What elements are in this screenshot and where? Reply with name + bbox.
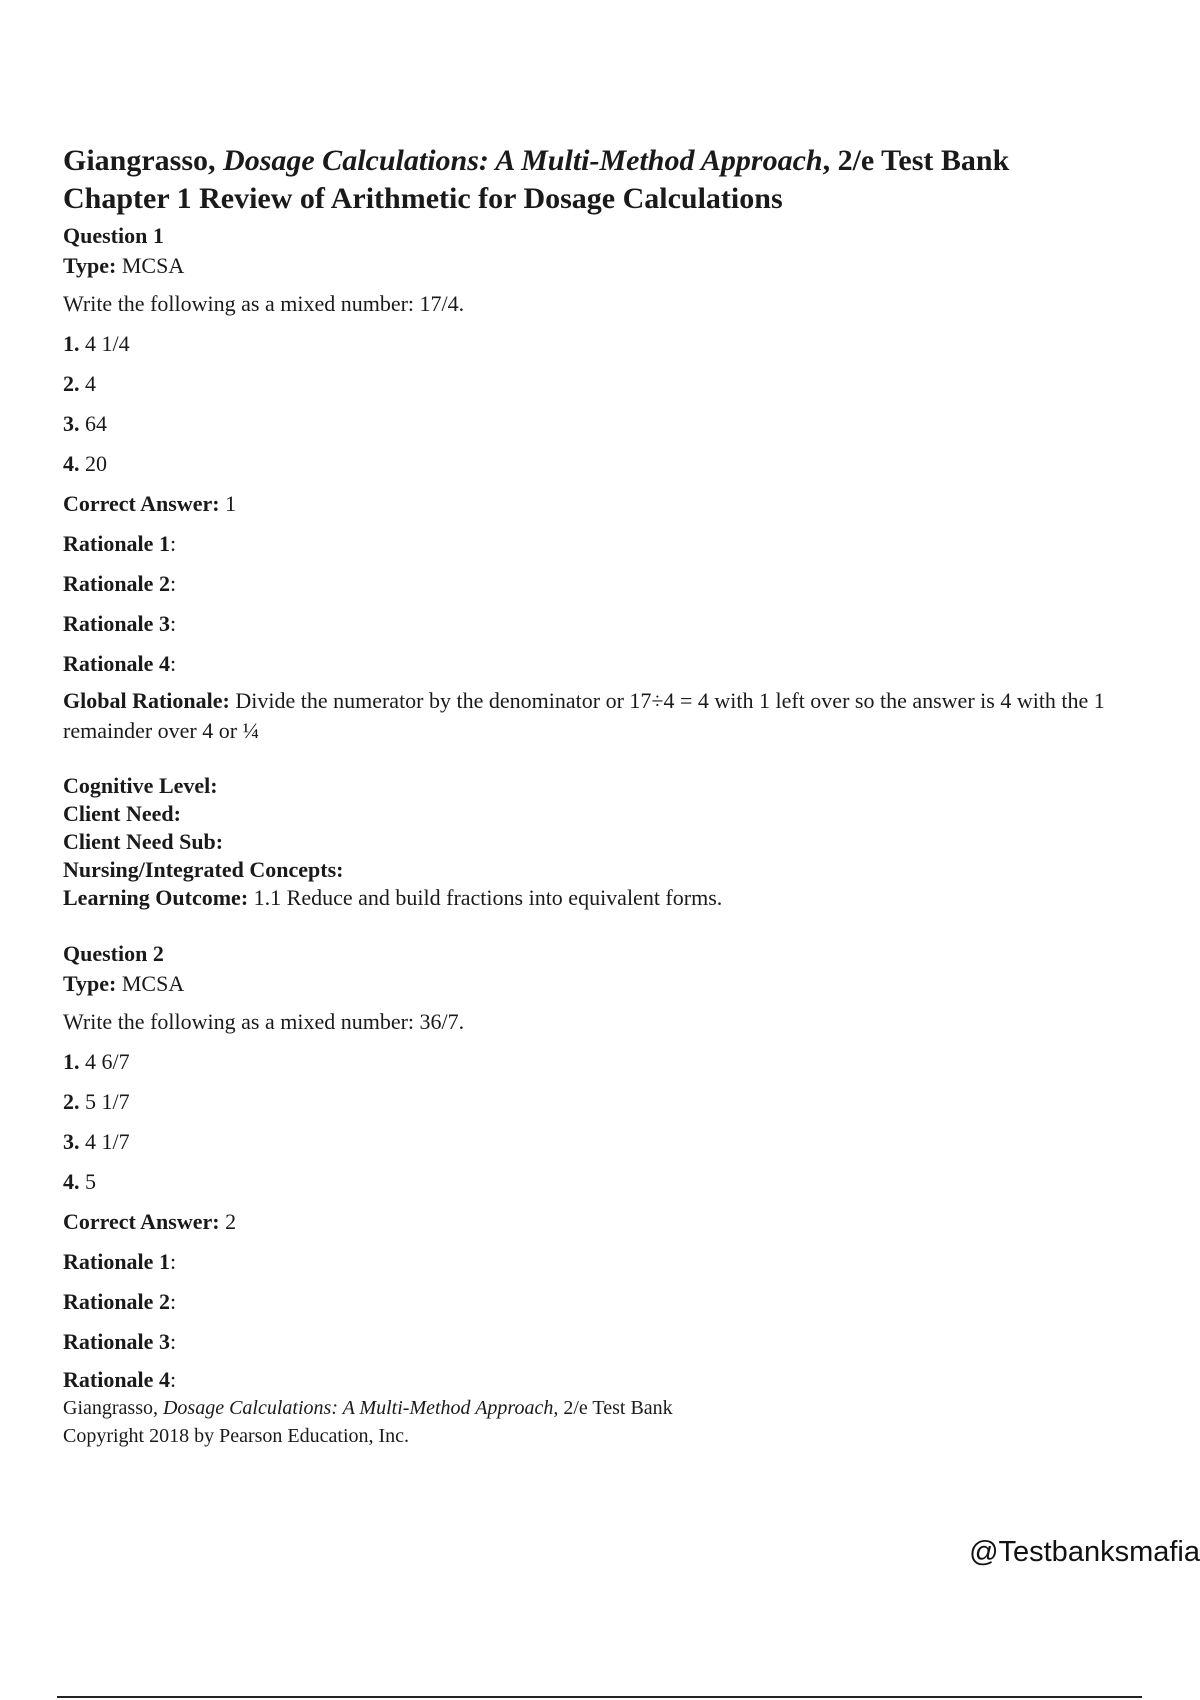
question-type xyxy=(63,252,1163,280)
type-value: MCSA xyxy=(121,253,185,278)
rationale-label: Rationale 1 xyxy=(63,1249,170,1274)
rationale xyxy=(63,570,1163,598)
option-text: 4 xyxy=(85,371,96,396)
correct-answer xyxy=(63,490,1163,518)
question-heading: Question 1 xyxy=(63,223,164,248)
rationale-label: Rationale 4 xyxy=(63,651,170,676)
answer-option xyxy=(63,410,1163,438)
question-prompt: Write the following as a mixed number: 17/4. xyxy=(63,291,465,316)
rationale-colon: : xyxy=(169,1249,177,1274)
option-text: 4 1/4 xyxy=(85,331,130,356)
option-number: 1. xyxy=(63,331,80,356)
bottom-divider xyxy=(57,1696,1142,1698)
correct-answer-label: Correct Answer: xyxy=(63,491,220,516)
rationale-colon: : xyxy=(169,651,177,676)
footer-author: Giangrasso, xyxy=(63,1397,158,1419)
option-number: 4. xyxy=(63,1169,80,1194)
rationale xyxy=(63,1328,1163,1356)
rationale xyxy=(63,650,1163,678)
nursing-concepts: Nursing/Integrated Concepts: xyxy=(63,857,344,882)
option-number: 2. xyxy=(63,1089,80,1114)
question-1 xyxy=(63,222,1163,912)
footer-edition: , 2/e Test Bank xyxy=(553,1397,673,1419)
footer-citation xyxy=(63,1394,673,1422)
option-number: 1. xyxy=(63,1049,80,1074)
option-number: 3. xyxy=(63,411,80,436)
correct-answer-value: 2 xyxy=(225,1209,237,1234)
option-number: 3. xyxy=(63,1129,80,1154)
option-text: 4 1/7 xyxy=(85,1129,130,1154)
type-label: Type: xyxy=(63,971,117,996)
correct-answer-label: Correct Answer: xyxy=(63,1209,220,1234)
option-text: 5 xyxy=(85,1169,96,1194)
document-page xyxy=(63,142,1163,1394)
rationale-colon: : xyxy=(169,531,177,556)
learning-outcome-label: Learning Outcome: xyxy=(63,885,249,910)
answer-option xyxy=(63,330,1163,358)
footer-copyright: Copyright 2018 by Pearson Education, Inc. xyxy=(63,1425,410,1447)
rationale xyxy=(63,530,1163,558)
type-value: MCSA xyxy=(121,971,185,996)
rationale-colon: : xyxy=(169,1329,177,1354)
answer-option xyxy=(63,370,1163,398)
global-rationale-label: Global Rationale: xyxy=(63,688,230,713)
rationale xyxy=(63,610,1163,638)
rationale xyxy=(63,1288,1163,1316)
page-footer xyxy=(63,1394,673,1450)
rationale xyxy=(63,1366,1163,1394)
title-edition: , 2/e Test Bank xyxy=(822,144,1010,177)
rationale-label: Rationale 1 xyxy=(63,531,170,556)
global-rationale-text: Divide the numerator by the denominator or 17÷4 = 4 with 1 left over so the answer is 4 with the 1 remainder over 4 or ¼ xyxy=(63,688,1105,743)
rationale xyxy=(63,1248,1163,1276)
answer-option xyxy=(63,1168,1163,1196)
client-need: Client Need: xyxy=(63,801,181,826)
rationale-label: Rationale 4 xyxy=(63,1367,170,1392)
question-2 xyxy=(63,940,1163,1394)
title-author: Giangrasso, xyxy=(63,144,216,177)
title-book: Dosage Calculations: A Multi-Method Approach xyxy=(223,144,823,177)
rationale-colon: : xyxy=(169,1289,177,1314)
type-label: Type: xyxy=(63,253,117,278)
option-text: 5 1/7 xyxy=(85,1089,130,1114)
option-number: 4. xyxy=(63,451,80,476)
option-text: 20 xyxy=(85,451,107,476)
footer-book-title: Dosage Calculations: A Multi-Method Approach xyxy=(162,1397,554,1419)
correct-answer xyxy=(63,1208,1163,1236)
answer-option xyxy=(63,1128,1163,1156)
client-need-sub: Client Need Sub: xyxy=(63,829,224,854)
answer-option xyxy=(63,1048,1163,1076)
answer-option xyxy=(63,450,1163,478)
rationale-colon: : xyxy=(169,1367,177,1392)
chapter-title: Chapter 1 Review of Arithmetic for Dosage Calculations xyxy=(63,182,783,215)
rationale-colon: : xyxy=(169,571,177,596)
question-heading: Question 2 xyxy=(63,941,164,966)
rationale-label: Rationale 3 xyxy=(63,611,170,636)
option-text: 64 xyxy=(85,411,107,436)
global-rationale xyxy=(63,686,1163,746)
cognitive-level: Cognitive Level: xyxy=(63,773,218,798)
document-title xyxy=(63,142,1163,180)
watermark: @Testbanksmafia xyxy=(969,1536,1200,1568)
question-type xyxy=(63,970,1163,998)
rationale-label: Rationale 2 xyxy=(63,571,170,596)
question-prompt: Write the following as a mixed number: 36/7. xyxy=(63,1009,465,1034)
option-number: 2. xyxy=(63,371,80,396)
rationale-colon: : xyxy=(169,611,177,636)
rationale-label: Rationale 2 xyxy=(63,1289,170,1314)
option-text: 4 6/7 xyxy=(85,1049,130,1074)
rationale-label: Rationale 3 xyxy=(63,1329,170,1354)
correct-answer-value: 1 xyxy=(225,491,237,516)
learning-outcome-value: 1.1 Reduce and build fractions into equivalent forms. xyxy=(253,885,723,910)
learning-outcome xyxy=(63,884,1163,912)
answer-option xyxy=(63,1088,1163,1116)
